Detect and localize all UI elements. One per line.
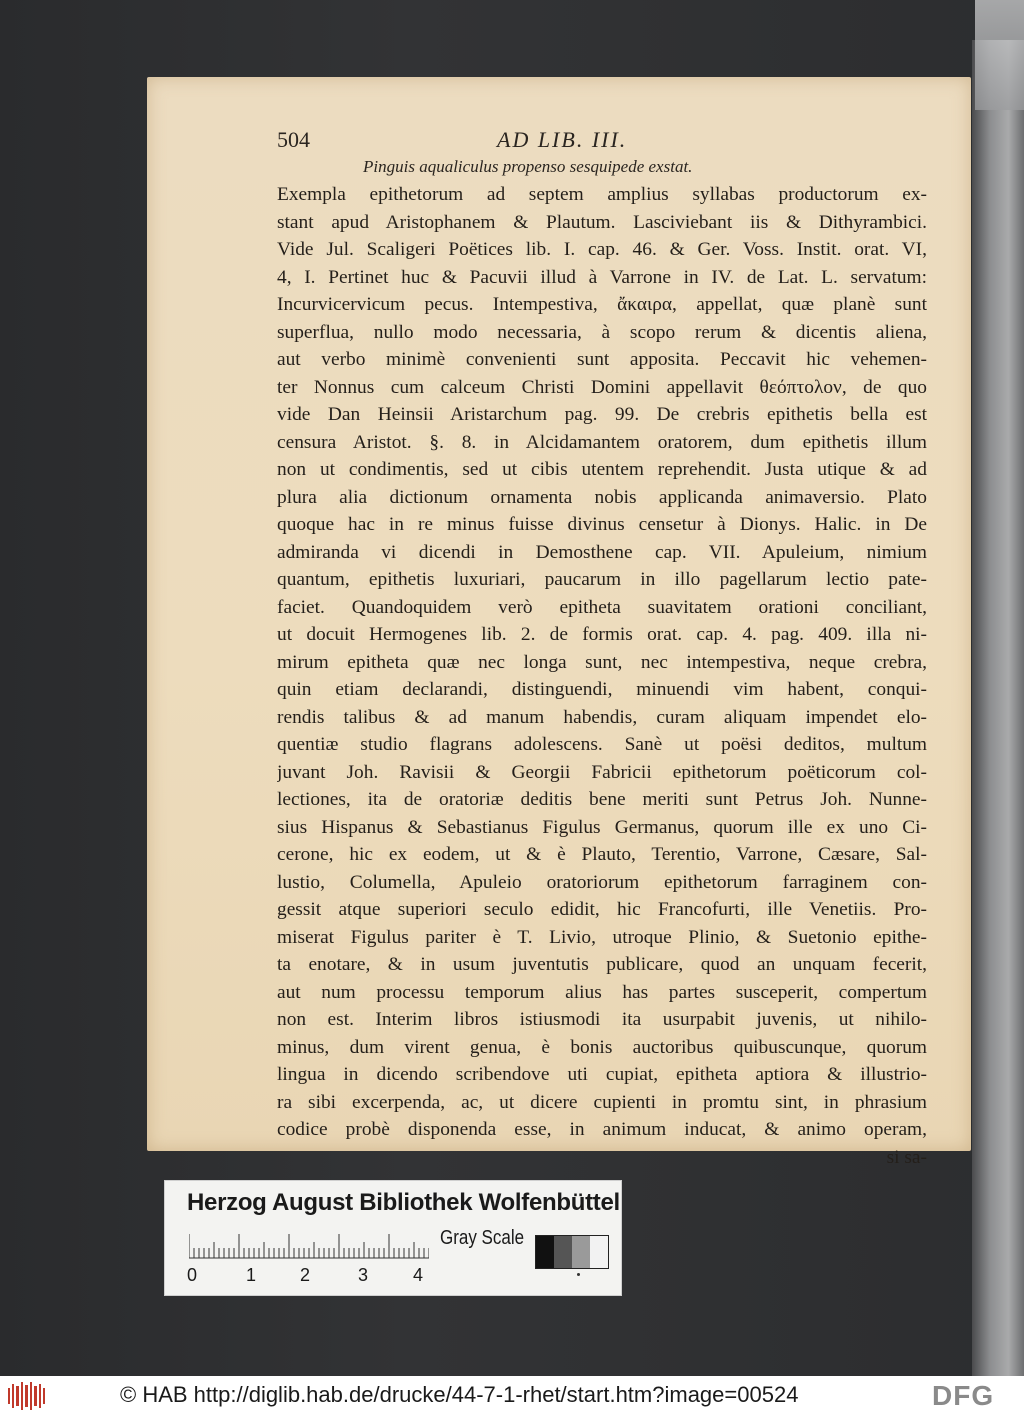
- card-dot: [577, 1273, 580, 1276]
- verse-quotation: Pinguis aqualiculus propenso sesquipede exstat.: [363, 157, 693, 176]
- hab-barcode-icon: [8, 1382, 46, 1410]
- gray-scale-swatches: [535, 1235, 609, 1269]
- gray-scale-label: Gray Scale: [440, 1227, 525, 1249]
- text-line: quentiæ studio flagrans adolescens. Sanè ut poësi deditos, multum: [277, 734, 927, 755]
- text-line: ta enotare, & in usum juventutis publicare, quod an unquam fecerit,: [277, 954, 927, 975]
- text-line: quin etiam declarandi, distinguendi, minuendi vim habent, conqui-: [277, 679, 927, 700]
- text-line: minus, dum virent genua, è bonis auctoribus quibuscunque, quorum: [277, 1036, 927, 1058]
- page-header: [277, 127, 927, 155]
- body-text: [277, 181, 927, 1171]
- text-line: faciet. Quandoquidem verò epitheta suavitatem orationi conciliant,: [277, 596, 927, 618]
- text-line: codice probè disponenda esse, in animum inducat, & animo operam,: [277, 1119, 927, 1140]
- swatch-white: [590, 1236, 608, 1268]
- text-line: rendis talibus & ad manum habendis, curam aliquam impendet elo-: [277, 706, 927, 728]
- swatch-black: [536, 1236, 554, 1268]
- ruler-label-3: 3: [358, 1265, 369, 1285]
- text-line: aut num processu temporum alius has partes susceperit, compertum: [277, 981, 927, 1003]
- text-line: Vide Jul. Scaligeri Poëtices lib. I. cap. 46. & Ger. Voss. Instit. orat. VI,: [277, 239, 927, 260]
- text-line: vide Dan Heinsii Aristarchum pag. 99. De crebris epithetis bella est: [277, 404, 927, 425]
- catchword-line: si sa-: [886, 1146, 927, 1168]
- color-calibration-card: [164, 1180, 622, 1296]
- text-line: sius Hispanus & Sebastianus Figulus Germanus, quorum ille ex uno Ci-: [277, 816, 927, 838]
- ruler-label-1: 1: [246, 1265, 257, 1285]
- text-line: gessit atque superiori seculo edidit, hic Francofurti, ille Venetiis. Pro-: [277, 899, 927, 920]
- text-line: non ut condimentis, sed ut cibis utentem reprehendit. Justa utique & ad: [277, 459, 927, 480]
- page-text-block: [277, 127, 927, 1171]
- copyright-source-url: © HAB http://diglib.hab.de/drucke/44-7-1-rhet/start.htm?image=00524: [120, 1382, 799, 1407]
- page-number: 504: [277, 127, 310, 152]
- text-line: quoque hac in re minus fuisse divinus censetur à Dionys. Halic. in De: [277, 514, 927, 535]
- text-line: censura Aristot. §. 8. in Alcidamantem oratorem, dum epithetis illum: [277, 431, 927, 453]
- adjacent-page-edge: [972, 40, 1024, 1376]
- text-line: Exempla epithetorum ad septem amplius syllabas productorum ex-: [277, 184, 927, 205]
- text-line: ra sibi excerpenda, ac, ut dicere cupienti in promtu sint, in phrasium: [277, 1091, 927, 1113]
- ruler-label-0: 0: [187, 1265, 198, 1285]
- text-line: superflua, nullo modo necessaria, à scopo rerum & dicentis aliena,: [277, 321, 927, 343]
- text-line: lustio, Columella, Apuleio oratoriorum epithetorum farraginem con-: [277, 871, 927, 893]
- text-line: juvant Joh. Ravisii & Georgii Fabricii epithetorum poëticorum col-: [277, 761, 927, 783]
- text-line: mirum epitheta quæ nec longa sunt, nec intempestiva, neque crebra,: [277, 651, 927, 673]
- text-line: lectiones, ita de oratoriæ deditis bene meriti sunt Petrus Joh. Nunne-: [277, 789, 927, 810]
- text-line: Incurvicervicum pecus. Intempestiva, ἄκαιρα, appellat, quæ planè sunt: [277, 294, 927, 315]
- text-line: miserat Figulus pariter è T. Livio, utroque Plinio, & Suetonio epithe-: [277, 926, 927, 948]
- text-line: admiranda vi dicendi in Demosthene cap. VII. Apuleium, nimium: [277, 541, 927, 563]
- text-line: 4, I. Pertinet huc & Pacuvii illud à Varrone in IV. de Lat. L. servatum:: [277, 266, 927, 288]
- text-line: quantum, epithetis luxuriari, paucarum in illo pagellarum lectio pate-: [277, 569, 927, 590]
- text-line: plura alia dictionum ornamenta nobis applicanda animaversio. Plato: [277, 486, 927, 508]
- dfg-logo: DFG: [932, 1380, 995, 1411]
- text-line: aut verbo minimè convenienti sunt apposita. Peccavit hic vehemen-: [277, 349, 927, 370]
- running-head: AD LIB. III.: [497, 127, 628, 152]
- book-page: [147, 77, 971, 1168]
- ruler-label-2: 2: [300, 1265, 311, 1285]
- text-line: ter Nonnus cum calceum Christi Domini appellavit θεόπτολον, de quo: [277, 376, 927, 398]
- swatch-light-gray: [572, 1236, 590, 1268]
- footer-bar: [0, 1376, 1024, 1416]
- text-line: non est. Interim libros istiusmodi ita usurpabit juvenis, ut nihilo-: [277, 1009, 927, 1030]
- swatch-dark-gray: [554, 1236, 572, 1268]
- ruler-scale: [189, 1233, 429, 1259]
- text-line: stant apud Aristophanem & Plautum. Lasciviebant iis & Dithyrambici.: [277, 211, 927, 233]
- text-line: lingua in dicendo scribendove uti cupiat, epitheta aptiora & illustrio-: [277, 1064, 927, 1085]
- text-line: ut docuit Hermogenes lib. 2. de formis orat. cap. 4. pag. 409. illa ni-: [277, 624, 927, 645]
- library-name: Herzog August Bibliothek Wolfenbüttel: [187, 1189, 620, 1216]
- ruler-label-4: 4: [413, 1265, 424, 1285]
- adjacent-page-highlight: [975, 0, 1024, 110]
- text-line: cerone, hic ex eodem, ut & è Plauto, Terentio, Varrone, Cæsare, Sal-: [277, 844, 927, 865]
